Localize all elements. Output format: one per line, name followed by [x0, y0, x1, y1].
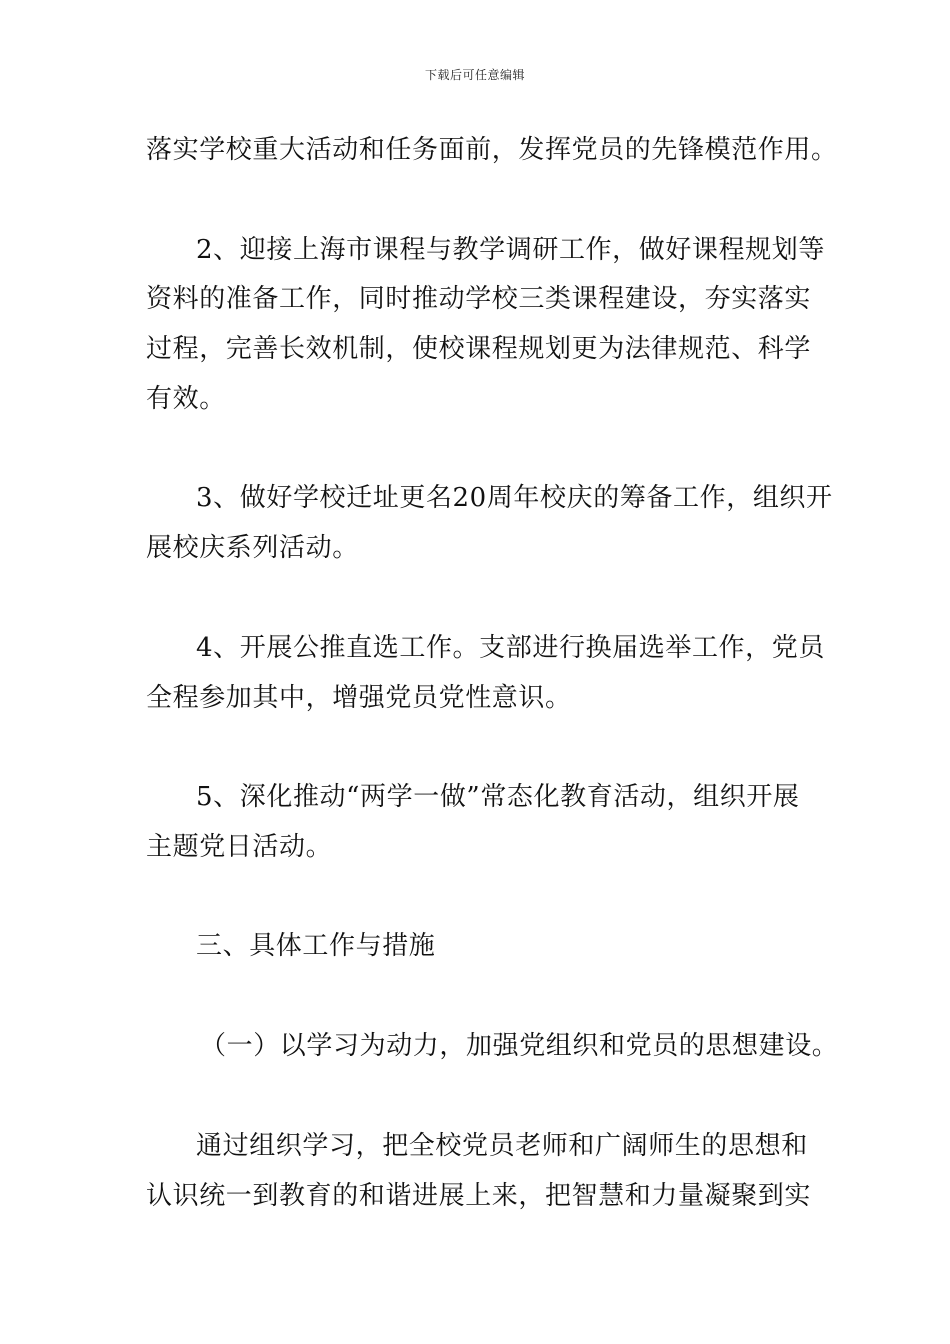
text-line: 资料的准备工作，同时推动学校三类课程建设，夯实落实 — [146, 284, 812, 314]
text-line: 2、迎接上海市课程与教学调研工作，做好课程规划等 — [196, 235, 825, 265]
text-line: 全程参加其中，增强党员党性意识。 — [146, 683, 572, 713]
text-line: 认识统一到教育的和谐进展上来，把智慧和力量凝聚到实 — [146, 1181, 812, 1211]
text-line: 展校庆系列活动。 — [146, 533, 359, 563]
subsection-heading: （一）以学习为动力，加强党组织和党员的思想建设。 — [200, 1031, 839, 1061]
text-line: 有效。 — [146, 384, 226, 414]
text-line: 通过组织学习，把全校党员老师和广阔师生的思想和 — [196, 1131, 808, 1161]
text-line: 过程，完善长效机制，使校课程规划更为法律规范、科学 — [146, 334, 812, 364]
section-heading: 三、具体工作与措施 — [196, 931, 436, 961]
text-line: 4、开展公推直选工作。支部进行换届选举工作，党员 — [196, 633, 825, 663]
text-line: 5、深化推动“两学一做”常态化教育活动，组织开展 — [196, 782, 800, 812]
text-line: 主题党日活动。 — [146, 832, 333, 862]
header-note: 下载后可任意编辑 — [424, 68, 525, 82]
text-line: 落实学校重大活动和任务面前，发挥党员的先锋模范作用。 — [146, 135, 838, 165]
text-line: 3、做好学校迁址更名20周年校庆的筹备工作，组织开 — [196, 483, 833, 513]
